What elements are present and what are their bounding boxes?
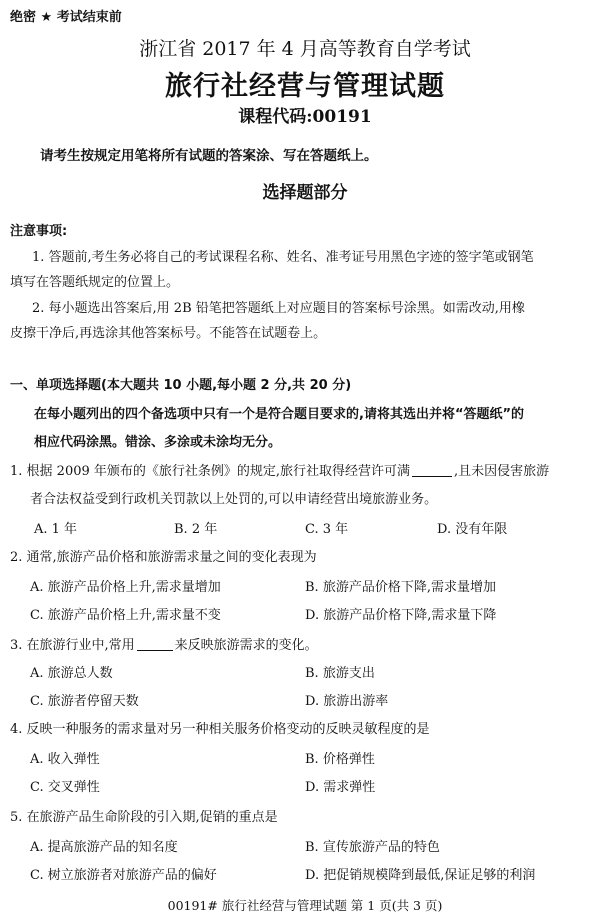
question-4-option-d: D. 需求弹性 xyxy=(305,780,376,795)
question-4-stem: 4. 反映一种服务的需求量对另一种相关服务价格变动的反映灵敏程度的是 xyxy=(10,722,430,737)
exam-line: 浙江省 2017 年 4 月高等教育自学考试 xyxy=(139,38,471,60)
question-1-option-b: B. 2 年 xyxy=(174,522,218,537)
question-2-stem: 2. 通常,旅游产品价格和旅游需求量之间的变化表现为 xyxy=(10,550,317,565)
question-5-option-d: D. 把促销规模降到最低,保证足够的利润 xyxy=(305,868,536,883)
answer-blank xyxy=(412,462,452,477)
question-3-stem xyxy=(10,634,318,653)
note-1-line-1: 1. 答题前,考生务必将自己的考试课程名称、姓名、准考证号用黑色字迹的签字笔或钢笔 xyxy=(32,250,534,265)
part-1-desc-line-2: 相应代码涂黑。错涂、多涂或未涂均无分。 xyxy=(34,435,282,450)
question-1-stem-line-2: 者合法权益受到行政机关罚款以上处罚的,可以申请经营出境旅游业务。 xyxy=(30,492,438,507)
answer-instruction: 请考生按规定用笔将所有试题的答案涂、写在答题纸上。 xyxy=(40,148,378,164)
question-5-option-a: A. 提高旅游产品的知名度 xyxy=(30,840,178,855)
question-3-stem-part-a: 3. 在旅游行业中,常用 xyxy=(10,638,135,653)
question-1-option-a: A. 1 年 xyxy=(34,522,78,537)
question-1-option-c: C. 3 年 xyxy=(305,522,349,537)
note-2-line-1: 2. 每小题选出答案后,用 2B 铅笔把答题纸上对应题目的答案标号涂黑。如需改动,用橡 xyxy=(32,301,525,316)
answer-blank xyxy=(137,636,173,651)
question-2-option-a: A. 旅游产品价格上升,需求量增加 xyxy=(30,580,221,595)
question-3-option-c: C. 旅游者停留天数 xyxy=(30,694,139,709)
part-1-desc-line-1: 在每小题列出的四个备选项中只有一个是符合题目要求的,请将其选出并将“答题纸”的 xyxy=(34,407,525,422)
part-1-title: 一、单项选择题(本大题共 10 小题,每小题 2 分,共 20 分) xyxy=(10,378,352,393)
question-3-stem-part-b: 来反映旅游需求的变化。 xyxy=(174,638,318,653)
question-4-option-b: B. 价格弹性 xyxy=(305,752,375,767)
question-1-stem xyxy=(10,460,549,479)
page-footer: 00191# 旅行社经营与管理试题 第 1 页(共 3 页) xyxy=(167,898,443,913)
question-5-option-b: B. 宣传旅游产品的特色 xyxy=(305,840,440,855)
question-1-stem-part-a: 1. 根据 2009 年颁布的《旅行社条例》的规定,旅行社取得经营许可满 xyxy=(10,464,411,479)
question-3-option-b: B. 旅游支出 xyxy=(305,666,375,681)
notes-heading: 注意事项: xyxy=(10,224,68,239)
question-5-option-c: C. 树立旅游者对旅游产品的偏好 xyxy=(30,868,217,883)
note-1-line-2: 填写在答题纸规定的位置上。 xyxy=(10,275,180,290)
question-4-option-a: A. 收入弹性 xyxy=(30,752,100,767)
question-2-option-b: B. 旅游产品价格下降,需求量增加 xyxy=(305,580,496,595)
question-1-stem-part-b: ,且未因侵害旅游 xyxy=(454,464,550,479)
question-3-option-a: A. 旅游总人数 xyxy=(30,666,113,681)
question-4-option-c: C. 交叉弹性 xyxy=(30,780,100,795)
note-2-line-2: 皮擦干净后,再选涂其他答案标号。不能答在试题卷上。 xyxy=(10,326,327,341)
question-2-option-c: C. 旅游产品价格上升,需求量不变 xyxy=(30,608,221,623)
course-code: 课程代码:00191 xyxy=(238,107,372,127)
exam-subject-title: 旅行社经营与管理试题 xyxy=(165,71,445,102)
question-1-option-d: D. 没有年限 xyxy=(437,522,508,537)
question-2-option-d: D. 旅游产品价格下降,需求量下降 xyxy=(305,608,497,623)
confidential-label: 绝密 ★ 考试结束前 xyxy=(10,10,122,25)
question-3-option-d: D. 旅游出游率 xyxy=(305,694,389,709)
question-5-stem: 5. 在旅游产品生命阶段的引入期,促销的重点是 xyxy=(10,810,278,825)
section-title: 选择题部分 xyxy=(262,183,348,203)
